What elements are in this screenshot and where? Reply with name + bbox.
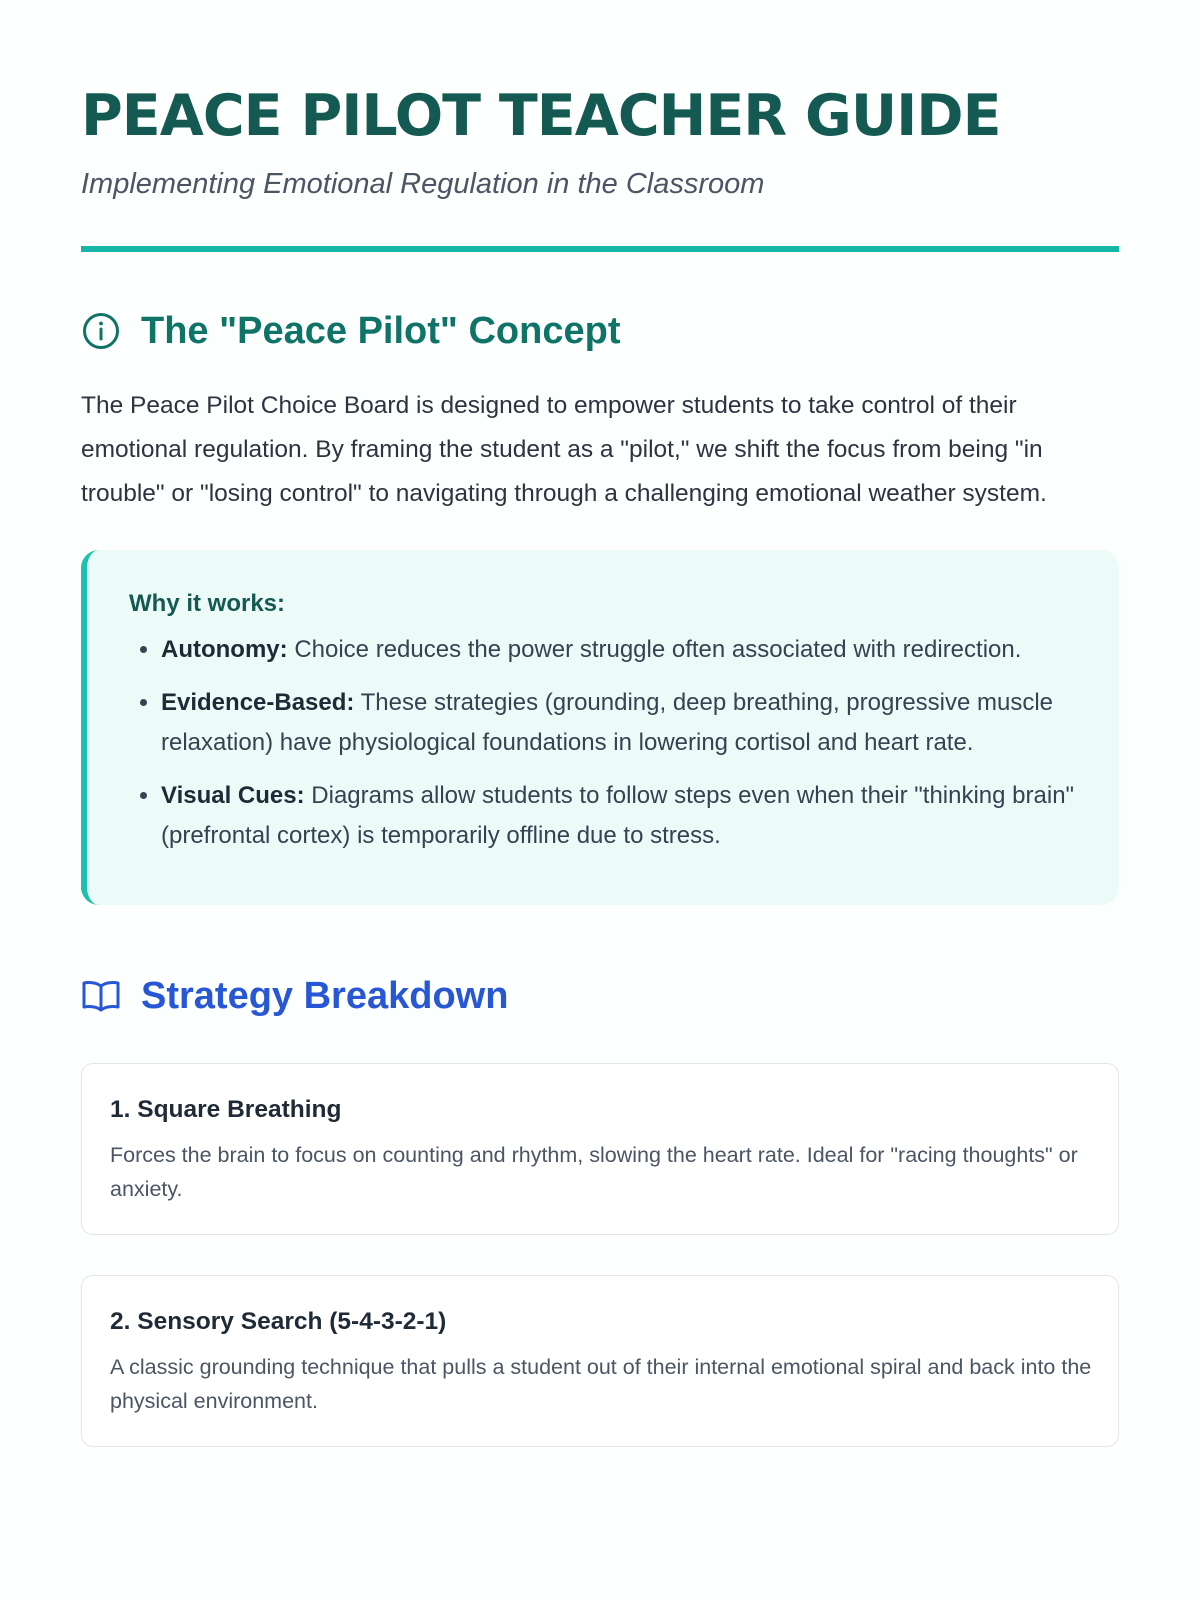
open-book-icon: [81, 976, 121, 1016]
strategy-section: [81, 973, 1119, 1447]
why-it-works-callout: [81, 550, 1119, 905]
list-item-term: Visual Cues:: [161, 782, 305, 809]
concept-heading-row: [81, 308, 1119, 354]
page-subtitle: Implementing Emotional Regulation in the Classroom: [81, 168, 765, 200]
callout-title: Why it works:: [129, 590, 286, 617]
concept-heading: The "Peace Pilot" Concept: [141, 310, 621, 352]
info-circle-icon: [81, 311, 121, 351]
title-divider: [81, 246, 1119, 252]
list-item: [161, 683, 1077, 763]
list-item-text: Diagrams allow students to follow steps even when their "thinking brain" (prefrontal cortex) is temporarily offline due to stress.: [161, 782, 1075, 849]
strategy-card-square-breathing: [81, 1063, 1119, 1235]
list-item: [161, 776, 1077, 856]
strategy-card-sensory-search: [81, 1275, 1119, 1447]
page-title: PEACE PILOT TEACHER GUIDE: [81, 83, 1001, 149]
callout-list: [129, 630, 1077, 856]
list-item-term: Evidence-Based:: [161, 689, 355, 716]
list-item-term: Autonomy:: [161, 636, 288, 663]
strategy-heading: Strategy Breakdown: [141, 975, 509, 1017]
strategy-card-title: 1. Square Breathing: [110, 1096, 342, 1123]
list-item: [161, 630, 1077, 670]
strategy-card-description: A classic grounding technique that pulls a student out of their internal emotional spiral and back into the physical environment.: [110, 1355, 1092, 1413]
concept-section: [81, 308, 1119, 905]
concept-paragraph: The Peace Pilot Choice Board is designed to empower students to take control of their emotional regulation. By framing the student as a "pilot," we shift the focus from being "in trouble" or "losing control" to navigating through a challenging emotional weather system.: [81, 392, 1047, 507]
strategy-card-title: 2. Sensory Search (5-4-3-2-1): [110, 1308, 447, 1335]
list-item-text: These strategies (grounding, deep breathing, progressive muscle relaxation) have physiological foundations in lowering cortisol and heart rate.: [161, 689, 1054, 756]
strategy-heading-row: [81, 973, 1119, 1019]
list-item-text: Choice reduces the power struggle often associated with redirection.: [287, 636, 1022, 663]
strategy-card-description: Forces the brain to focus on counting and rhythm, slowing the heart rate. Ideal for "racing thoughts" or anxiety.: [110, 1143, 1078, 1201]
